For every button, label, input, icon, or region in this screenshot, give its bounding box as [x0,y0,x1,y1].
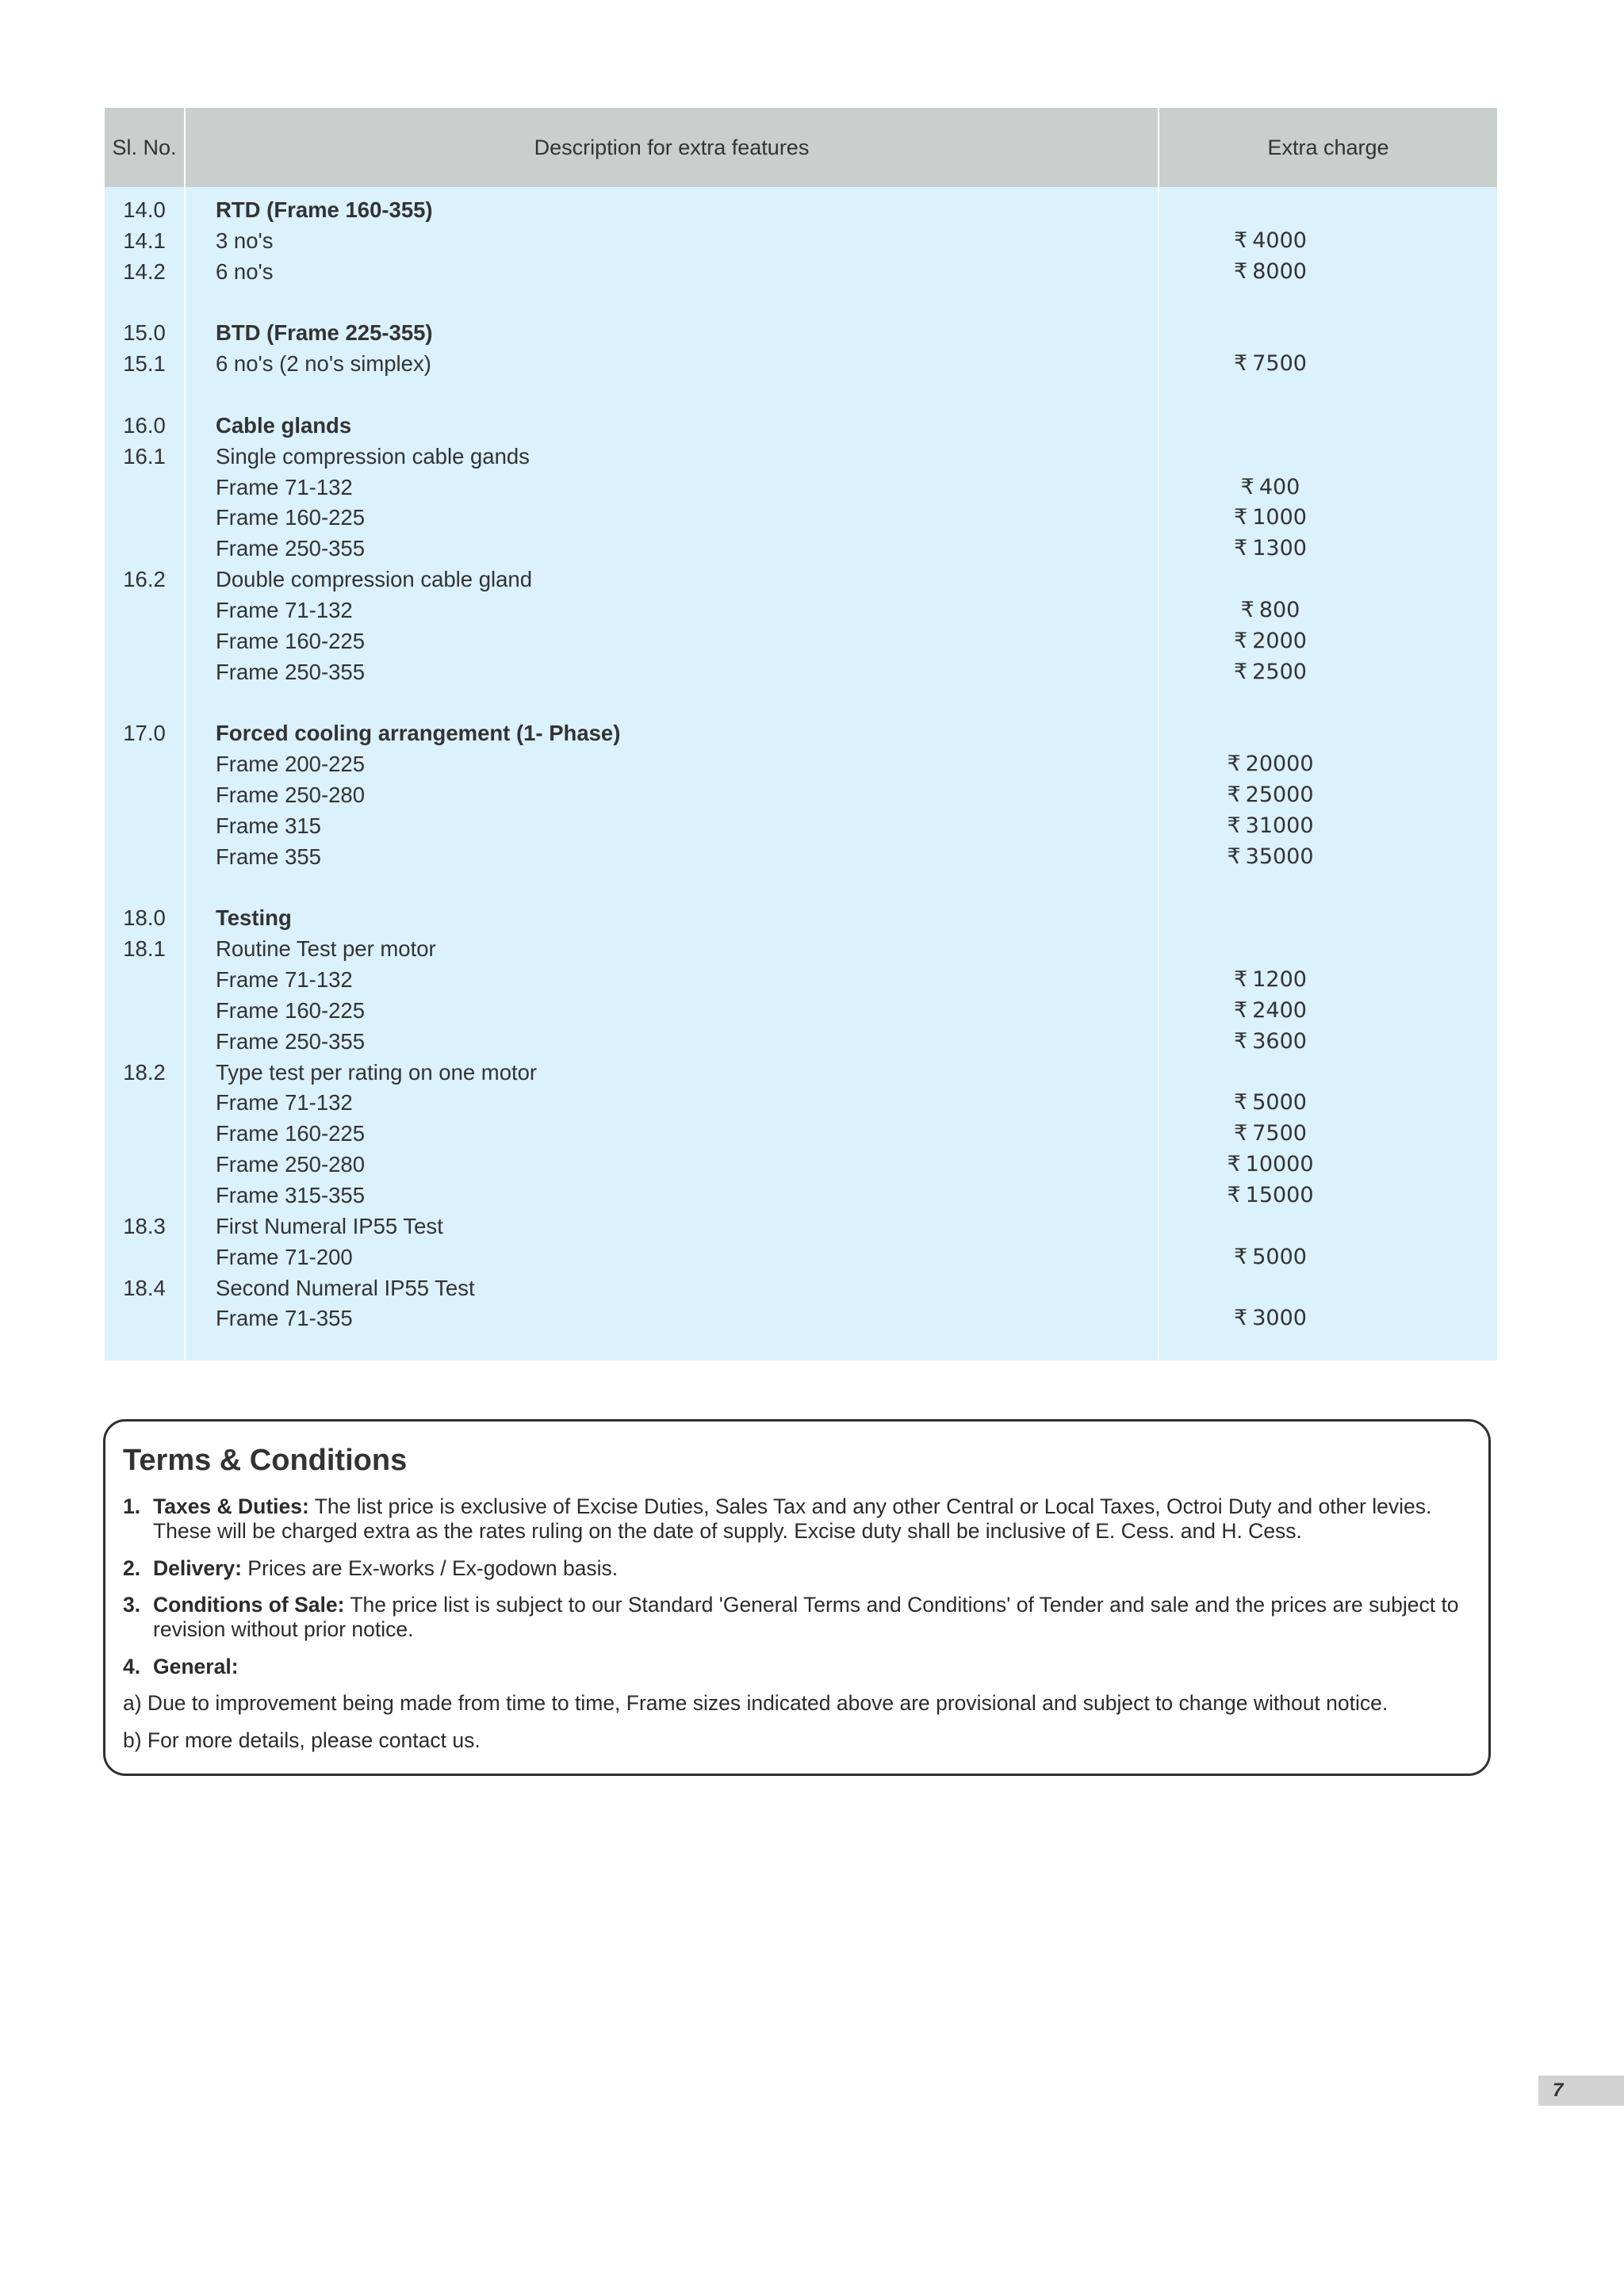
rupee-icon: ₹ [1240,474,1254,499]
table-row [105,473,1497,503]
row-description: Single compression cable gands [216,443,530,469]
rupee-icon: ₹ [1227,783,1241,808]
term-item-delivery [123,1556,1471,1581]
charge-amount: 7500 [1252,1121,1307,1146]
row-description: Type test per rating on one motor [216,1059,538,1085]
charge-amount: 2500 [1252,659,1307,684]
rupee-icon: ₹ [1234,997,1248,1023]
row-sl-no: 15.0 [123,320,166,346]
table-row [105,811,1497,842]
row-description: BTD (Frame 225-355) [216,320,433,346]
charge-amount: 2400 [1252,997,1307,1023]
table-row [105,288,1497,319]
rupee-icon: ₹ [1234,1028,1248,1054]
table-row [105,1303,1497,1334]
term-number: 1. [123,1494,141,1518]
row-extra-charge [1158,749,1383,780]
row-description: Double compression cable gland [216,567,532,592]
header-description: Description for extra features [534,136,810,159]
row-description: Cable glands [216,412,352,438]
row-sl-no: 14.2 [123,258,166,284]
table-row [105,503,1497,534]
term-text: The price list is subject to our Standard 'General Terms and Conditions' of Tender and sale and the prices are subject to revision without prior notice. [153,1593,1459,1641]
row-description: Frame 160-225 [216,997,366,1023]
row-extra-charge [1158,1027,1383,1058]
row-description: Frame 71-132 [216,474,353,499]
row-extra-charge [1158,534,1383,564]
row-extra-charge [1158,996,1383,1027]
page-number: 7 [1553,2080,1564,2101]
charge-amount: 31000 [1245,813,1314,838]
row-extra-charge [1158,257,1383,288]
row-description: Forced cooling arrangement (1- Phase) [216,721,621,746]
rupee-icon: ₹ [1227,813,1241,838]
charge-amount: 20000 [1245,752,1314,777]
table-row [105,903,1497,934]
term-number: 2. [123,1556,141,1580]
table-row [105,411,1497,442]
header-extra-charge: Extra charge [1267,136,1389,159]
table-row [105,780,1497,811]
row-extra-charge [1158,657,1383,688]
rupee-icon: ₹ [1227,1152,1241,1177]
row-extra-charge [1158,226,1383,257]
table-row [105,626,1497,657]
table-row [105,1058,1497,1089]
row-description: Frame 71-200 [216,1244,353,1269]
row-sl-no: 14.0 [123,197,166,222]
term-number: 3. [123,1593,141,1617]
rupee-icon: ₹ [1234,351,1248,377]
table-row [105,349,1497,380]
header-sl-no: Sl. No. [112,136,177,159]
extra-features-table [105,108,1497,1360]
row-extra-charge [1158,349,1383,380]
page-number-tab [1538,2076,1624,2106]
term-heading: Conditions of Sale: [153,1593,345,1617]
row-description: Frame 160-225 [216,505,366,530]
term-heading: Taxes & Duties: [153,1494,309,1518]
row-sl-no: 15.1 [123,351,166,377]
table-body [105,195,1497,1334]
term-text: The list price is exclusive of Excise Duties, Sales Tax and any other Central or Local Taxes, Octroi Duty and other levies. These will be charged extra as the rates ruling on the date of supply. Excise duty shall be inclusive of E. Cess. and H. Cess. [153,1494,1432,1543]
term-number: 4. [123,1655,141,1678]
row-description: Frame 355 [216,844,321,869]
table-row [105,195,1497,226]
rupee-icon: ₹ [1227,752,1241,777]
charge-amount: 35000 [1245,844,1314,869]
charge-amount: 2000 [1252,628,1307,653]
table-row [105,226,1497,257]
rupee-icon: ₹ [1234,967,1248,993]
row-extra-charge [1158,503,1383,534]
row-extra-charge [1158,1242,1383,1273]
rupee-icon: ₹ [1234,536,1248,561]
charge-amount: 3600 [1252,1028,1307,1054]
table-row [105,996,1497,1027]
general-note-a: a) Due to improvement being made from time to time, Frame sizes indicated above are provisional and subject to change without notice. [123,1691,1388,1715]
table-row [105,1150,1497,1181]
charge-amount: 800 [1258,597,1300,622]
charge-amount: 1200 [1252,967,1307,993]
rupee-icon: ₹ [1234,628,1248,653]
rupee-icon: ₹ [1234,659,1248,684]
row-extra-charge [1158,1088,1383,1119]
row-description: 6 no's (2 no's simplex) [216,351,431,377]
rupee-icon: ₹ [1240,597,1254,622]
row-sl-no: 18.4 [123,1275,166,1300]
table-row [105,1088,1497,1119]
row-extra-charge [1158,1119,1383,1150]
row-description: Second Numeral IP55 Test [216,1275,475,1300]
rupee-icon: ₹ [1227,1183,1241,1207]
row-sl-no: 16.1 [123,443,166,469]
rupee-icon: ₹ [1234,1306,1248,1331]
row-description: Frame 250-355 [216,659,366,684]
row-description: Routine Test per motor [216,936,436,962]
term-heading: Delivery: [153,1556,242,1580]
table-row [105,873,1497,904]
charge-amount: 7500 [1252,351,1307,377]
table-row [105,1027,1497,1058]
row-description: Frame 315-355 [216,1183,366,1207]
rupee-icon: ₹ [1227,844,1241,869]
row-sl-no: 16.0 [123,412,166,438]
row-sl-no: 18.1 [123,936,166,962]
row-description: Frame 71-132 [216,1090,353,1115]
row-description: Frame 200-225 [216,752,366,777]
row-description: Frame 250-280 [216,783,366,808]
terms-title: Terms & Conditions [123,1444,408,1477]
charge-amount: 5000 [1252,1090,1307,1115]
table-row [105,1181,1497,1211]
row-extra-charge [1158,1181,1383,1211]
row-description: Testing [216,905,292,931]
row-description: Frame 250-280 [216,1152,366,1177]
row-sl-no: 18.2 [123,1059,166,1085]
rupee-icon: ₹ [1234,1244,1248,1269]
charge-amount: 8000 [1252,258,1307,284]
table-row [105,688,1497,719]
row-description: 6 no's [216,258,274,284]
rupee-icon: ₹ [1234,258,1248,284]
rupee-icon: ₹ [1234,228,1248,253]
row-description: First Numeral IP55 Test [216,1213,443,1238]
table-row [105,749,1497,780]
row-description: RTD (Frame 160-355) [216,197,433,222]
table-row [105,1242,1497,1273]
table-row [105,1119,1497,1150]
charge-amount: 1300 [1252,536,1307,561]
charge-amount: 400 [1258,474,1300,499]
table-row [105,318,1497,349]
table-row [105,564,1497,595]
table-row [105,934,1497,965]
table-row [105,657,1497,688]
row-description: Frame 71-355 [216,1306,353,1331]
terms-box [103,1419,1491,1776]
rupee-icon: ₹ [1234,1121,1248,1146]
term-text: Prices are Ex-works / Ex-godown basis. [241,1556,619,1580]
charge-amount: 1000 [1252,505,1307,530]
rupee-icon: ₹ [1234,1090,1248,1115]
term-heading: General: [153,1655,239,1678]
charge-amount: 3000 [1252,1306,1307,1331]
table-row [105,842,1497,873]
table-row [105,380,1497,411]
row-extra-charge [1158,965,1383,996]
table-row [105,1211,1497,1242]
row-extra-charge [1158,1150,1383,1181]
row-extra-charge [1158,473,1383,503]
row-sl-no: 17.0 [123,721,166,746]
row-sl-no: 14.1 [123,228,166,253]
term-item-conditions [123,1593,1471,1642]
table-row [105,442,1497,473]
row-description: Frame 71-132 [216,597,353,622]
row-sl-no: 16.2 [123,567,166,592]
row-description: Frame 315 [216,813,321,838]
row-extra-charge [1158,595,1383,626]
charge-amount: 25000 [1245,783,1314,808]
row-sl-no: 18.0 [123,905,166,931]
charge-amount: 10000 [1245,1152,1314,1177]
table-row [105,595,1497,626]
charge-amount: 4000 [1252,228,1307,253]
table-row [105,534,1497,564]
row-description: Frame 71-132 [216,967,353,993]
table-row [105,257,1497,288]
charge-amount: 5000 [1252,1244,1307,1269]
charge-amount: 15000 [1245,1183,1314,1207]
row-extra-charge [1158,780,1383,811]
row-description: Frame 160-225 [216,1121,366,1146]
row-description: 3 no's [216,228,274,253]
table-row [105,965,1497,996]
table-row [105,1273,1497,1304]
row-description: Frame 250-355 [216,536,366,561]
general-note-b: b) For more details, please contact us. [123,1728,481,1752]
table-row [105,718,1497,749]
row-extra-charge [1158,811,1383,842]
row-description: Frame 160-225 [216,628,366,653]
row-extra-charge [1158,626,1383,657]
row-sl-no: 18.3 [123,1213,166,1238]
row-description: Frame 250-355 [216,1028,366,1054]
term-item-taxes [123,1494,1471,1544]
term-item-general [123,1655,1471,1679]
rupee-icon: ₹ [1234,505,1248,530]
row-extra-charge [1158,1303,1383,1334]
row-extra-charge [1158,842,1383,873]
